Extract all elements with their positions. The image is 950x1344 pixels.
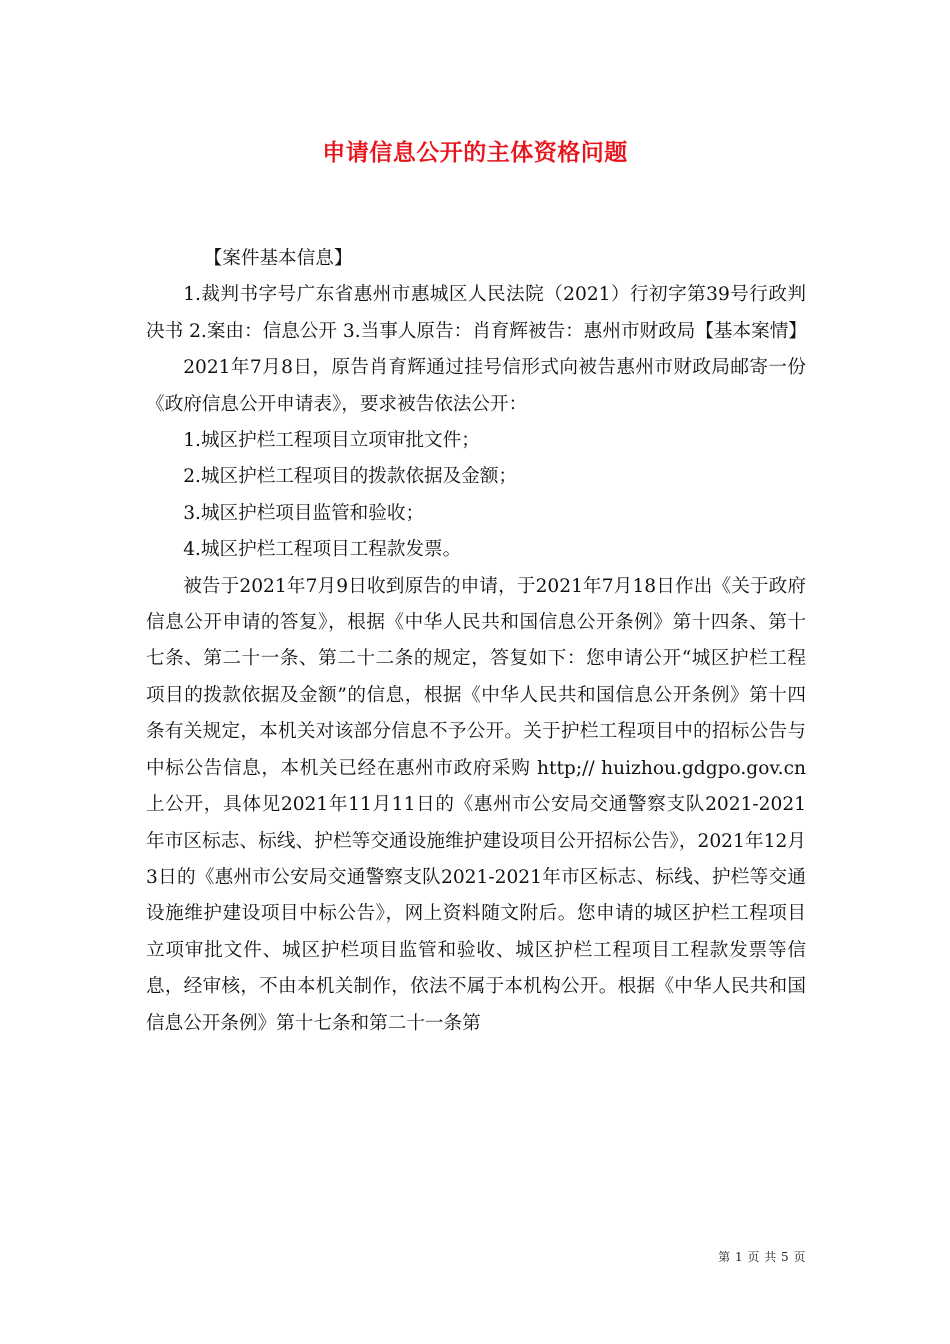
list-item-request-1: 1.城区护栏工程项目立项审批文件； — [183, 430, 480, 452]
document-body — [146, 241, 806, 1042]
list-item-request-4: 4.城区护栏工程项目工程款发票。 — [183, 539, 462, 561]
list-item-request-2: 2.城区护栏工程项目的拨款依据及金额； — [183, 466, 518, 488]
paragraph-case-facts: 2021年7月8日，原告肖育辉通过挂号信形式向被告惠州市财政局邮寄一份《政府信息公开申请表》，要求被告依法公开： — [146, 357, 806, 415]
page-indicator: 第 1 页 共 5 页 — [718, 1250, 806, 1264]
list-item-request-3: 3.城区护栏项目监管和验收； — [183, 502, 425, 524]
section-heading-case-info: 【案件基本信息】 — [203, 248, 353, 269]
paragraph-case-details: 1.裁判书字号广东省惠州市惠城区人民法院（2021）行初字第39号行政判决书 2.案由：信息公开 3.当事人原告：肖育辉被告：惠州市财政局【基本案情】 — [146, 284, 807, 342]
document-title: 申请信息公开的主体资格问题 — [322, 140, 628, 166]
paragraph-defendant-reply: 被告于2021年7月9日收到原告的申请，于2021年7月18日作出《关于政府信息公开申请的答复》，根据《中华人民共和国信息公开条例》第十四条、第十七条、第二十一条、第二十二条的规定，答复如下：您申请公开“城区护栏工程项目的拨款依据及金额”的信息，根据《中华人民共和国信息公开条例》第十四条有关规定，本机关对该部分信息不予公开。关于护栏工程项目中的招标公告与中标公告信息，本机关已经在惠州市政府采购 http;// huizhou.gdgpo.gov.cn上公开，具体见2021年11月11日的《惠州市公安局交通警察支队2021-2021年市区标志、标线、护栏等交通设施维护建设项目公开招标公告》，2021年12月3日的《惠州市公安局交通警察支队2021-2021年市区标志、标线、护栏等交通设施维护建设项目中标公告》，网上资料随文附后。您申请的城区护栏工程项目立项审批文件、城区护栏项目监管和验收、城区护栏工程项目工程款发票等信息，经审核，不由本机关制作，依法不属于本机构公开。根据《中华人民共和国信息公开条例》第十七条和第二十一条第 — [146, 575, 806, 1034]
